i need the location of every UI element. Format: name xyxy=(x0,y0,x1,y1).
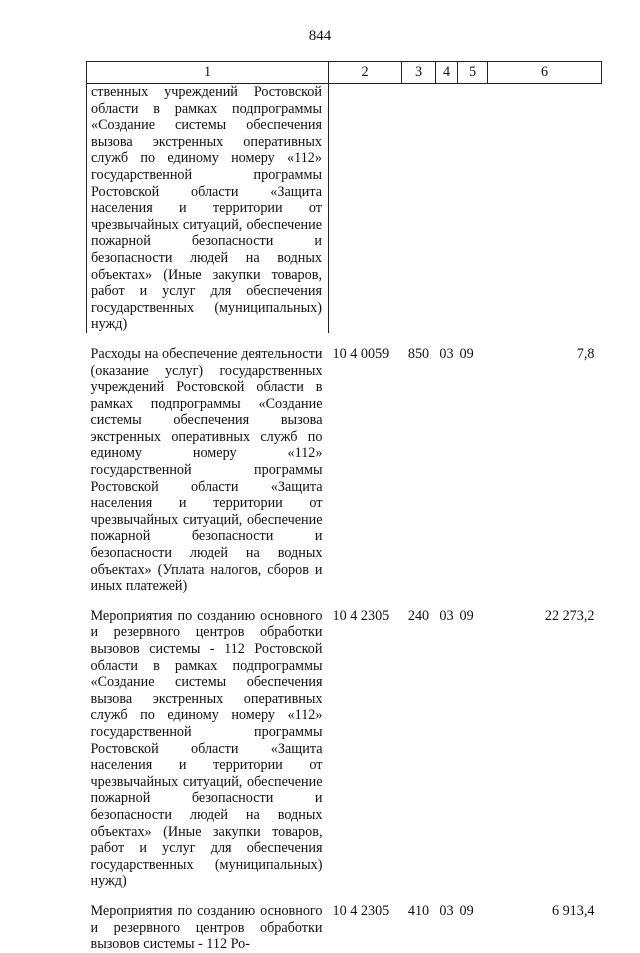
row-amount: 6 913,4 xyxy=(551,902,595,919)
row-description: Расходы на обеспечение деятельности (оказание услуг) государственных учреждений Ростовской области в рамках подпрограммы «Создание системы обеспечения вызова экстренных оперативных служб по единому номеру «112» государственной программы Ростовской области «Защита населения и территории от чрезвычайных ситуаций, обеспечение пожарной безопасности и безопасности людей на водных объектах» (Уплата налогов, сборов и иных платежей) xyxy=(90,345,323,595)
table-row-continued xyxy=(87,84,602,333)
header-col-4: 4 xyxy=(436,62,458,84)
row-amount: 7,8 xyxy=(576,345,595,362)
header-col-5: 5 xyxy=(458,62,488,84)
header-col-6: 6 xyxy=(488,62,602,84)
row-expense-type: 850 xyxy=(407,345,430,362)
row-subsection: 09 xyxy=(459,902,474,919)
row-description-text: ственных учреждений Ростовской области в рамках подпрограммы «Создание системы обеспечения вызова экстренных оперативных служб по единому номеру «112» государственной программы Ростовской области «Защита населения и территории от чрезвычайных ситуаций, обеспечение пожарной безопасности и безопасности людей на водных объектах» (Иные закупки товаров, работ и услуг для обеспечения государственных (муниципальных) нужд) xyxy=(91,84,322,333)
header-col-3: 3 xyxy=(402,62,436,84)
row-description xyxy=(87,84,329,333)
row-description: Мероприятия по созданию основного и резервного центров обработки вызовов системы - 112 Ростовской области в рамках подпрограммы «Создание системы обеспечения вызова экстренных оперативных служб по единому номеру «112» государственной программы Ростовской области «Защита населения и территории от чрезвычайных ситуаций, обеспечение пожарной безопасности и безопасности людей на водных объектах» (Иные закупки товаров, работ и услуг для обеспечения государственных (муниципальных) нужд) xyxy=(90,607,323,890)
row-target-code: 10 4 0059 xyxy=(332,345,390,362)
row-target-code: 10 4 2305 xyxy=(332,607,390,624)
row-target-code: 10 4 2305 xyxy=(332,902,390,919)
header-col-2: 2 xyxy=(329,62,402,84)
row-section: 03 xyxy=(439,902,454,919)
row-expense-type: 410 xyxy=(407,902,430,919)
row-subsection: 09 xyxy=(459,345,474,362)
row-expense-type: 240 xyxy=(407,607,430,624)
row-subsection: 09 xyxy=(459,607,474,624)
row-description: Мероприятия по созданию основного и резервного центров обработки вызовов системы - 112 Ро- xyxy=(90,902,323,953)
table-row xyxy=(87,903,602,953)
row-section: 03 xyxy=(439,345,454,362)
table-row xyxy=(87,608,602,890)
row-amount: 22 273,2 xyxy=(544,607,595,624)
table-header-row xyxy=(87,62,602,84)
row-section: 03 xyxy=(439,607,454,624)
header-col-1: 1 xyxy=(87,62,329,84)
table-row xyxy=(87,346,602,595)
budget-table xyxy=(86,61,602,953)
page-number: 844 xyxy=(308,28,332,44)
